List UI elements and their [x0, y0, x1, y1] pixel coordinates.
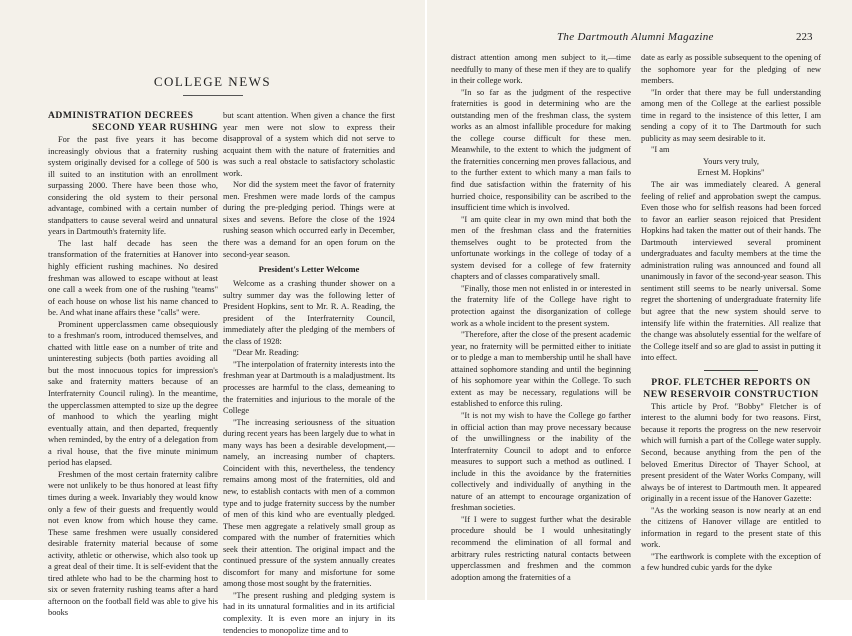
paragraph: "If I were to suggest further what the desirable procedure should be I would unhesitatingly recommend the elimination of all formal and arbitrary rules restricting natural contacts between upperclassmen and freshmen and the common adoption among the fraternities of a: [451, 514, 631, 582]
paragraph: Welcome as a crashing thunder shower on a sultry summer day was the following letter of President Hopkins, sent to Mr. R. A. Reading, the president of the Interfraternity Council, immediately after the pledging of the members of the class of 1928:: [223, 279, 395, 346]
paragraph: The last half decade has seen the transformation of the fraternities at Hanover into highly efficient rushing machines. No desired freshman was allowed to escape without at least one call a week from one of the rushing "teams" of each house on whose list his name chanced to be. And what inane affairs these "calls" were.: [48, 238, 218, 318]
article-divider: [704, 370, 758, 371]
article-heading-rushing: [48, 110, 218, 134]
paragraph: "In order that there may be full understanding among men of the College at the earliest possible time in regard to the insistence of this letter, I am sending a copy of it to The Dartmouth for such publicity as may seem desirable to it.: [641, 87, 821, 143]
subheading-presidents-letter: President's Letter Welcome: [258, 264, 360, 275]
paragraph: Nor did the system meet the favor of fraternity men. Freshmen were made lords of the campus during the pre-pledging period. Things were at sixes and sevens. Before the close of the 1924 rushing season which occurred early in December, there was a demand for an open forum on the second-year season.: [223, 180, 395, 259]
paragraph: date as early as possible subsequent to the opening of the sophomore year for the pledging of new members.: [641, 53, 821, 86]
heading-line-1: PROF. FLETCHER REPORTS ON: [651, 376, 811, 388]
paragraph: "Therefore, after the close of the present academic year, no fraternity will be permitted either to initiate or to pledge a man to membership until he shall have attained sophomore standing and until the beginning of his sophomore year within the College. To such extent as may be necessary, regulations will be established to enforce this ruling.: [451, 330, 631, 409]
article-heading-reservoir: [641, 377, 821, 401]
heading-line-2: NEW RESERVOIR CONSTRUCTION: [643, 388, 819, 400]
left-page: [0, 0, 425, 635]
right-page: [427, 0, 852, 600]
paragraph: "It is not my wish to have the College go farther in official action than may prove necessary because of the unwillingness or the inability of the Interfraternity Council to adopt and to enforce measures to support such a method as outlined. I include in this the avoidance by the fraternities collectively and individually of anything in the nature of an attempt to encourage organization of freshman societies.: [451, 410, 631, 513]
paragraph: "The present rushing and pledging system is had in its unnatural formalities and in its artificial complexity. It is even more an injury in its tendencies to monopolize time and to: [223, 590, 395, 635]
paragraph: "The increasing seriousness of the situation during recent years has been largely due to what in many ways has been a desirable development,—namely, an increasing number of chapters. Coincident with this, nevertheless, the tendency remains among most of the fraternities, old and new, to establish contacts with men of a common type and to judge fraternity success by the number of men of this kind who are eventually pledged. These men aggregate a relatively small group as compared with the number of fraternities which seek their attention. The original impact and the continued pressure of the system annually creates discomfort for many and misfortune for some among those most sought by the fraternities.: [223, 417, 395, 589]
paragraph: For the past five years it has become increasingly obvious that a fraternity rushing system originally devised for a college of 500 is ill suited to an institution with an enrollment surpassing 2000. There have been those who, considering the old system to their personal advantage, combined with a certain number of standpatters to cause several weird and unnatural years in Dartmouth's fraternity life.: [48, 135, 218, 237]
paragraph: The air was immediately cleared. A general feeling of relief and approbation swept the campus. Even those who for selfish reasons had been forced to favor an earlier season rejoiced that President Hopkins had taken the matter out of their hands. The Dartmouth interviewed several prominent undergraduates and faculty members at the time the administration ruling was announced and found all unanimously in favor of the second-year season. This sentiment still seems to be nearly universal. Some regret the shortening of undergraduate fraternity life but agree that the new system should serve to intensify life within the fraternities. All realize that the change was absolutely essential for the welfare of the College itself and so are glad to assist in putting it into effect.: [641, 180, 821, 363]
paragraph: Freshmen of the most certain fraternity calibre were not unlikely to be thus honored at least fifty times during a week. Invariably they would know only a few of their guests and frequently would not even know from which house they came. These same freshmen were usually considered desirable fraternity material because of some activity, athletic or otherwise, which also took up a great deal of their time. It is self-evident that the tired athlete who had to be the charming host to six or seven fraternity rushing teams after a hard afternoon on the football field was able to give his books: [48, 469, 218, 618]
right-column-1: [451, 52, 631, 597]
paragraph: "The earthwork is complete with the exception of a few hundred cubic yards for the dyke: [641, 551, 821, 573]
letter-salutation: "Dear Mr. Reading:: [233, 348, 299, 358]
letter-signature: Ernest M. Hopkins": [697, 168, 765, 178]
paragraph: "As the working season is now nearly at an end the citizens of Hanover village are entitled to information in regard to the present state of this work.: [641, 505, 821, 550]
paragraph: "Finally, those men not enlisted in or interested in the fraternity life of the College have right to protection against the disorganization of college work as a whole incident to the present system.: [451, 283, 631, 328]
left-column-2: [223, 110, 395, 635]
letter-yours-truly: Yours very truly,: [702, 156, 760, 166]
paragraph: "In so far as the judgment of the respective fraternities is good in determining who are the outstanding men of the freshman class, the system works as an almost infallible procedure for making the college course difficult for these men. Meanwhile, to the extent to which the judgment of the fraternities concerning men proves fallacious, and to the further extent to which many a man fails to find due satisfaction within the fraternity of his hurried choice, responsibility can be ascribed to the insufficient time which is involved.: [451, 87, 631, 213]
title-rule: [183, 95, 243, 96]
running-head: The Dartmouth Alumni Magazine: [557, 31, 714, 43]
section-title: COLLEGE NEWS: [153, 74, 272, 89]
right-column-2: [641, 52, 821, 597]
letter-closing: "I am: [651, 145, 670, 155]
paragraph: Prominent upperclassmen came obsequiously to a freshman's room, introduced themselves, and chatted with little ease on a number of trite and uninteresting subjects (both parties avoiding all but the most innocuous topics for impression's sake and fraternity matters because of an Interfraternity Council ruling). In the meantime, the upperclassmen attempted to size up the degree of manhood to which the yearling might eventually attain, and then departed, frequently when reminded, by the entry of a delegation from a rival house, that the five minute minimum period has elapsed.: [48, 319, 218, 468]
paragraph: but scant attention. When given a chance the first year men were not slow to express their disapproval of a system which did not serve to acquaint them with the nature of fraternities and was such a real obstacle to satisfactory scholastic work.: [223, 111, 395, 178]
paragraph: distract attention among men subject to it,—time needfully to many of these men if they are to qualify in their college work.: [451, 53, 631, 86]
paragraph: This article by Prof. "Bobby" Fletcher is of interest to the alumni body for two reasons. First, because it reports the progress on the new reservoir which will furnish a part of the College water supply. Second, because anything from the pen of the beloved Emeritus Director of Thayer School, at present president of the Water Works Company, will always be of interest to Dartmouth men. It appeared originally in a recent issue of the Hanover Gazette:: [641, 401, 821, 504]
paragraph: "I am quite clear in my own mind that both the men of the freshman class and the fraternities themselves ought to be protected from the unfortunate workings in the college of today of a system devised for a college of few fraternity chapters and of classes comparatively small.: [451, 214, 631, 282]
page-number: 223: [796, 31, 813, 43]
heading-line-2: SECOND YEAR RUSHING: [92, 122, 218, 133]
paragraph: "The interpolation of fraternity interests into the freshman year at Dartmouth is a maladjustment. Its processes are harmful to the class, demeaning to the fraternities and injurious to the morale of the College: [223, 359, 395, 416]
left-column-1: [48, 110, 218, 618]
heading-line-1: ADMINISTRATION DECREES: [48, 110, 194, 121]
